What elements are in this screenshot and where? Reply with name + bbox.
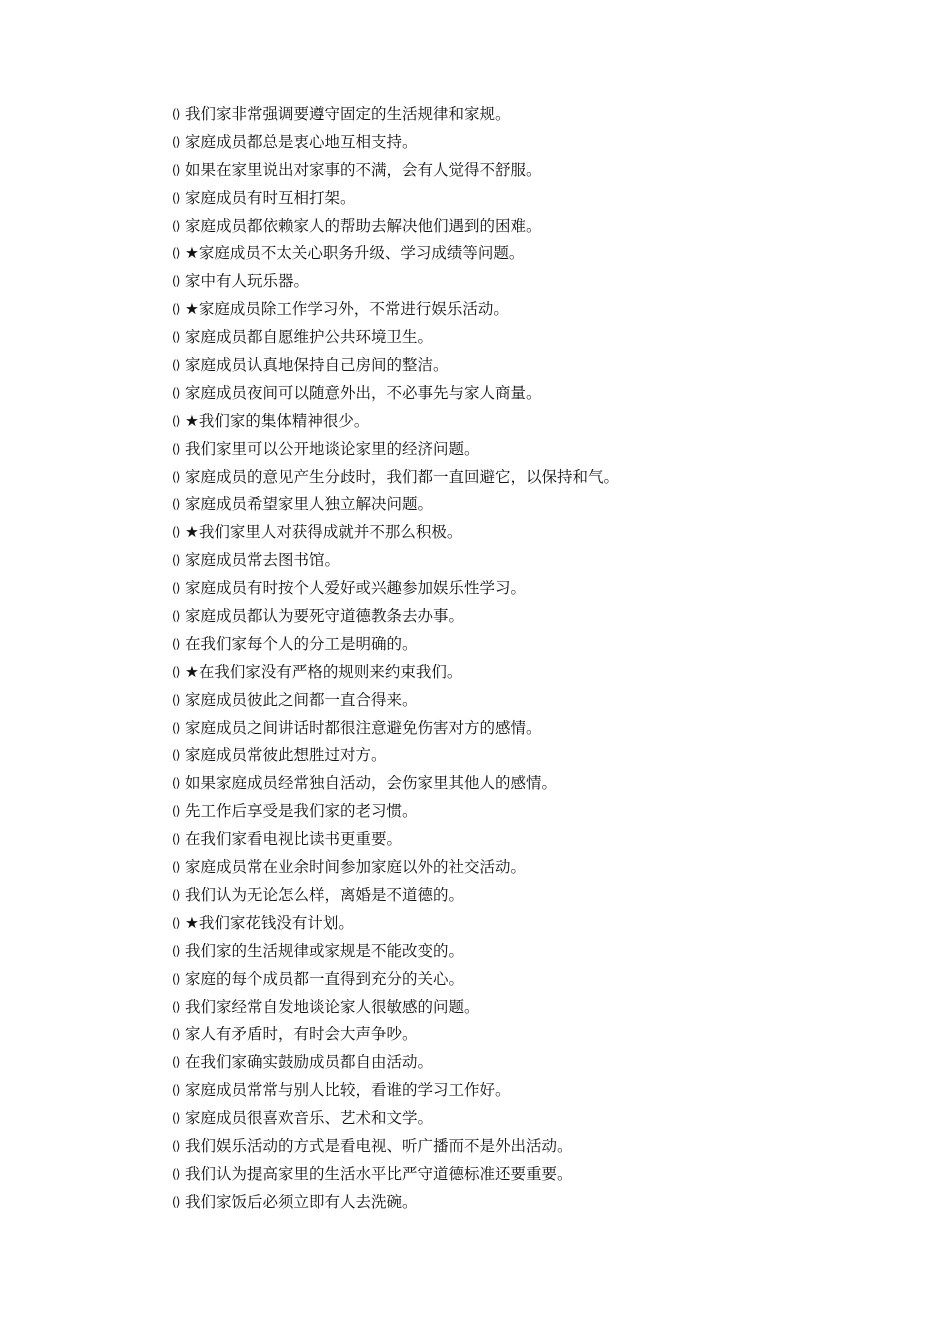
answer-parentheses[interactable]: (): [172, 915, 180, 930]
item-text: 我们认为无论怎么样，离婚是不道德的。: [185, 885, 465, 904]
item-text: 如果在家里说出对家事的不满，会有人觉得不舒服。: [185, 160, 542, 179]
item-text: 家庭成员常彼此想胜过对方。: [185, 746, 387, 765]
questionnaire-item: [172, 101, 872, 129]
questionnaire-item: [172, 519, 872, 547]
item-text: 我们家的生活规律或家规是不能改变的。: [185, 941, 465, 960]
item-text: 我们家里可以公开地谈论家里的经济问题。: [185, 439, 480, 458]
answer-parentheses[interactable]: (): [172, 1138, 180, 1153]
answer-parentheses[interactable]: (): [172, 609, 180, 624]
item-text: 家人有矛盾时，有时会大声争吵。: [185, 1025, 418, 1044]
answer-parentheses[interactable]: (): [172, 971, 180, 986]
item-text: 家庭的每个成员都一直得到充分的关心。: [185, 969, 465, 988]
questionnaire-item: [172, 575, 872, 603]
questionnaire-item: [172, 185, 872, 213]
questionnaire-item: [172, 1189, 872, 1217]
answer-parentheses[interactable]: (): [172, 218, 180, 233]
item-text: 如果家庭成员经常独自活动，会伤家里其他人的感情。: [185, 774, 558, 793]
questionnaire-item: [172, 910, 872, 938]
questionnaire-item: [172, 631, 872, 659]
item-text: ★我们家的集体精神很少。: [185, 411, 370, 430]
answer-parentheses[interactable]: (): [172, 525, 180, 540]
questionnaire-item: [172, 603, 872, 631]
questionnaire-item: [172, 798, 872, 826]
item-text: ★在我们家没有严格的规则来约束我们。: [185, 662, 463, 681]
answer-parentheses[interactable]: (): [172, 1194, 180, 1209]
questionnaire-item: [172, 1133, 872, 1161]
answer-parentheses[interactable]: (): [172, 832, 180, 847]
answer-parentheses[interactable]: (): [172, 1027, 180, 1042]
answer-parentheses[interactable]: (): [172, 469, 180, 484]
questionnaire-item: [172, 157, 872, 185]
questionnaire-item: [172, 240, 872, 268]
item-text: 家中有人玩乐器。: [185, 272, 310, 291]
answer-parentheses[interactable]: (): [172, 999, 180, 1014]
questionnaire-item: [172, 324, 872, 352]
answer-parentheses[interactable]: (): [172, 274, 180, 289]
questionnaire-item: [172, 464, 872, 492]
item-text: 家庭成员常去图书馆。: [185, 551, 341, 570]
item-text: 家庭成员都认为要死守道德教条去办事。: [185, 607, 465, 626]
item-text: 家庭成员很喜欢音乐、艺术和文学。: [185, 1109, 434, 1128]
questionnaire-item: [172, 715, 872, 743]
answer-parentheses[interactable]: (): [172, 943, 180, 958]
questionnaire-item: [172, 1105, 872, 1133]
item-text: 我们家非常强调要遵守固定的生活规律和家规。: [185, 105, 511, 123]
answer-parentheses[interactable]: (): [172, 134, 180, 149]
questionnaire-item: [172, 966, 872, 994]
answer-parentheses[interactable]: (): [172, 1166, 180, 1181]
questionnaire-item: [172, 380, 872, 408]
questionnaire-item: [172, 938, 872, 966]
item-text: ★我们家花钱没有计划。: [185, 913, 354, 932]
answer-parentheses[interactable]: (): [172, 664, 180, 679]
questionnaire-item: [172, 352, 872, 380]
questionnaire-item: [172, 1161, 872, 1189]
answer-parentheses[interactable]: (): [172, 636, 180, 651]
answer-parentheses[interactable]: (): [172, 776, 180, 791]
questionnaire-item: [172, 408, 872, 436]
item-text: 家庭成员彼此之间都一直合得来。: [185, 690, 418, 709]
answer-parentheses[interactable]: (): [172, 1083, 180, 1098]
item-text: 家庭成员认真地保持自己房间的整洁。: [185, 356, 449, 375]
item-text: 我们认为提高家里的生活水平比严守道德标准还要重要。: [185, 1164, 573, 1183]
answer-parentheses[interactable]: (): [172, 1055, 180, 1070]
answer-parentheses[interactable]: (): [172, 720, 180, 735]
answer-parentheses[interactable]: (): [172, 413, 180, 428]
answer-parentheses[interactable]: (): [172, 385, 180, 400]
questionnaire-item: [172, 129, 872, 157]
questionnaire-item: [172, 213, 872, 241]
item-text: ★家庭成员不太关心职务升级、学习成绩等问题。: [185, 244, 525, 263]
item-text: 家庭成员都总是衷心地互相支持。: [185, 132, 418, 151]
answer-parentheses[interactable]: (): [172, 748, 180, 763]
item-text: 家庭成员有时互相打架。: [185, 188, 356, 207]
questionnaire-item: [172, 882, 872, 910]
answer-parentheses[interactable]: (): [172, 887, 180, 902]
answer-parentheses[interactable]: (): [172, 330, 180, 345]
item-text: 我们娱乐活动的方式是看电视、听广播而不是外出活动。: [185, 1136, 573, 1155]
answer-parentheses[interactable]: (): [172, 804, 180, 819]
questionnaire-item: [172, 687, 872, 715]
questionnaire-list: [172, 101, 872, 1217]
questionnaire-item: [172, 296, 872, 324]
item-text: 在我们家看电视比读书更重要。: [185, 830, 403, 849]
questionnaire-item: [172, 547, 872, 575]
questionnaire-item: [172, 826, 872, 854]
item-text: 在我们家确实鼓励成员都自由活动。: [185, 1053, 434, 1072]
questionnaire-item: [172, 436, 872, 464]
answer-parentheses[interactable]: (): [172, 553, 180, 568]
questionnaire-item: [172, 994, 872, 1022]
answer-parentheses[interactable]: (): [172, 860, 180, 875]
answer-parentheses[interactable]: (): [172, 358, 180, 373]
item-text: ★家庭成员除工作学习外，不常进行娱乐活动。: [185, 300, 509, 319]
item-text: 家庭成员希望家里人独立解决问题。: [185, 495, 434, 514]
item-text: 家庭成员有时按个人爱好或兴趣参加娱乐性学习。: [185, 579, 527, 598]
answer-parentheses[interactable]: (): [172, 190, 180, 205]
item-text: 家庭成员常在业余时间参加家庭以外的社交活动。: [185, 858, 527, 877]
answer-parentheses[interactable]: (): [172, 1111, 180, 1126]
answer-parentheses[interactable]: (): [172, 162, 180, 177]
item-text: 我们家经常自发地谈论家人很敏感的问题。: [185, 997, 480, 1016]
answer-parentheses[interactable]: (): [172, 302, 180, 317]
questionnaire-item: [172, 854, 872, 882]
questionnaire-item: [172, 1049, 872, 1077]
questionnaire-item: [172, 1021, 872, 1049]
item-text: 家庭成员常常与别人比较，看谁的学习工作好。: [185, 1081, 511, 1100]
answer-parentheses[interactable]: (): [172, 441, 180, 456]
item-text: 家庭成员都依赖家人的帮助去解决他们遇到的困难。: [185, 216, 542, 235]
item-text: 先工作后享受是我们家的老习惯。: [185, 802, 418, 821]
questionnaire-item: [172, 659, 872, 687]
answer-parentheses[interactable]: (): [172, 581, 180, 596]
item-text: 家庭成员的意见产生分歧时，我们都一直回避它，以保持和气。: [185, 467, 620, 486]
item-text: ★我们家里人对获得成就并不那么积极。: [185, 523, 463, 542]
item-text: 家庭成员夜间可以随意外出，不必事先与家人商量。: [185, 383, 542, 402]
questionnaire-item: [172, 268, 872, 296]
item-text: 在我们家每个人的分工是明确的。: [185, 634, 418, 653]
item-text: 家庭成员之间讲话时都很注意避免伤害对方的感情。: [185, 718, 542, 737]
questionnaire-item: [172, 491, 872, 519]
questionnaire-item: [172, 1077, 872, 1105]
answer-parentheses[interactable]: (): [172, 107, 180, 121]
item-text: 家庭成员都自愿维护公共环境卫生。: [185, 328, 434, 347]
questionnaire-item: [172, 770, 872, 798]
answer-parentheses[interactable]: (): [172, 497, 180, 512]
item-text: 我们家饭后必须立即有人去洗碗。: [185, 1192, 418, 1211]
questionnaire-item: [172, 742, 872, 770]
answer-parentheses[interactable]: (): [172, 692, 180, 707]
answer-parentheses[interactable]: (): [172, 246, 180, 261]
